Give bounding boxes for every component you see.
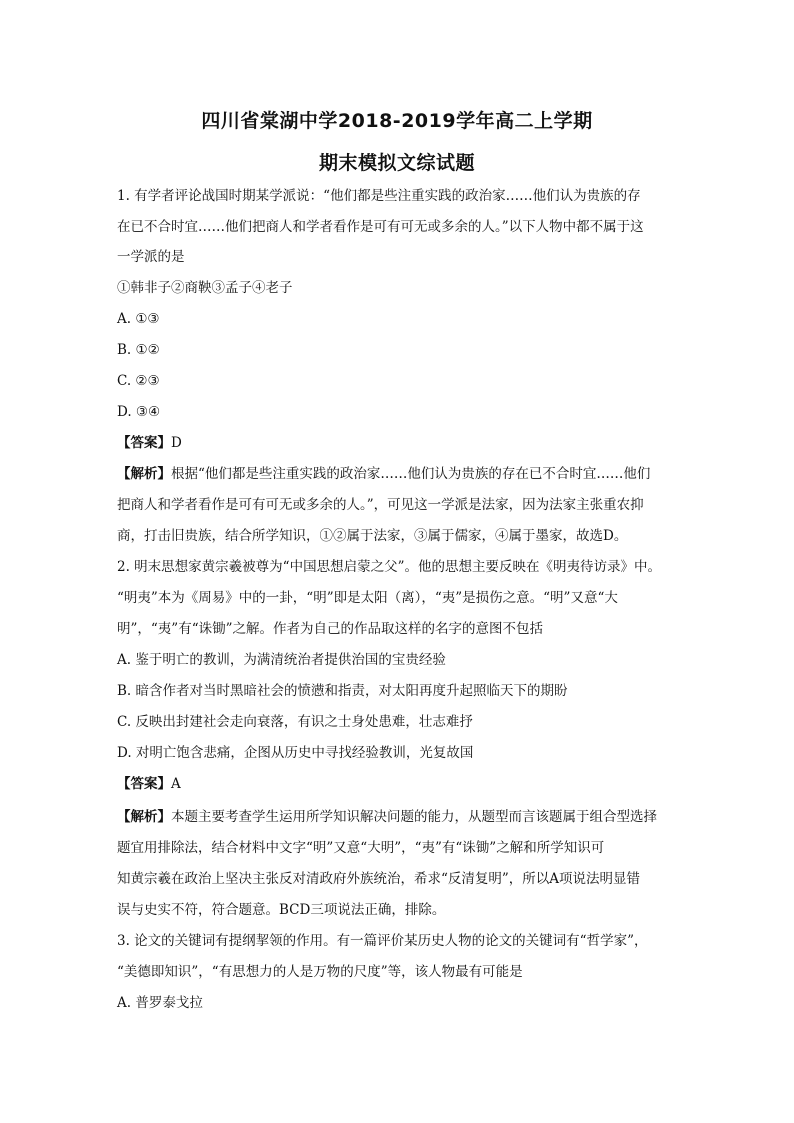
q1-analysis-line-3: 商，打击旧贵族，结合所学知识，①②属于法家，③属于儒家，④属于墨家，故选D。 [117,528,628,544]
q2-answer [117,775,687,793]
q2-analysis-line-3: 知黄宗羲在政治上坚决主张反对清政府外族统治，希求“反清复明”，所以A项说法明显错 [117,871,641,887]
answer-value: D [171,435,182,451]
q1-option-d: D. ③④ [117,404,161,420]
q2-option-b: B. 暗含作者对当时黑暗社会的愤懑和指责，对太阳再度升起照临天下的期盼 [117,683,568,699]
q2-stem-line-3: 明”，“夷”有“诛锄”之解。作者为自己的作品取这样的名字的意图不包括 [117,621,544,637]
q2-analysis-line-1 [117,808,687,826]
q3-stem-line-2: “美德即知识”，“有思想力的人是万物的尺度”等，该人物最有可能是 [117,964,523,980]
q2-option-c: C. 反映出封建社会走向衰落，有识之士身处患难，壮志难抒 [117,714,473,730]
analysis-label: 【解析】 [117,466,171,482]
q1-answer [117,434,687,452]
q2-analysis-line-2: 题宜用排除法，结合材料中文字“明”又意“大明”，“夷”有“诛锄”之解和所学知识可 [117,840,605,856]
q2-analysis-line-4: 误与史实不符，符合题意。BCD三项说法正确，排除。 [117,902,446,918]
document-subtitle: 期末模拟文综试题 [318,152,475,174]
q1-analysis-line-2: 把商人和学者看作是可有可无或多余的人。”，可见这一学派是法家，因为法家主张重农抑 [117,497,644,513]
q1-option-b: B. ①② [117,342,160,358]
q2-stem-line-2: “明夷”本为《周易》中的一卦，“明”即是太阳（离），“夷”是损伤之意。“明”又意“大 [117,590,618,606]
q1-option-c: C. ②③ [117,373,160,389]
q3-option-a: A. 普罗泰戈拉 [117,995,203,1011]
q1-items: ①韩非子②商鞅③孟子④老子 [117,280,293,296]
answer-label: 【答案】 [117,776,171,792]
q2-option-d: D. 对明亡饱含悲痛，企图从历史中寻找经验教训，光复故国 [117,745,474,761]
q2-stem-line-1: 2. 明末思想家黄宗羲被尊为“中国思想启蒙之父”。他的思想主要反映在《明夷待访录》中。 [117,559,661,575]
q3-stem-line-1: 3. 论文的关键词有提纲挈领的作用。有一篇评价某历史人物的论文的关键词有“哲学家”， [117,933,648,949]
q1-stem-line-3: 一学派的是 [117,249,185,265]
document-title: 四川省棠湖中学2018-2019学年高二上学期 [201,110,593,132]
analysis-text: 根据“他们都是些注重实践的政治家……他们认为贵族的存在已不合时宜……他们 [171,466,651,482]
q1-analysis-line-1 [117,465,687,483]
q2-option-a: A. 鉴于明亡的教训，为满清统治者提供治国的宝贵经验 [117,652,446,668]
q1-stem-line-2: 在已不合时宜……他们把商人和学者看作是可有可无或多余的人。”以下人物中都不属于这 [117,219,644,235]
analysis-label: 【解析】 [117,809,171,825]
analysis-text: 本题主要考查学生运用所学知识解决问题的能力，从题型而言该题属于组合型选择 [171,809,657,825]
q1-stem-line-1: 1. 有学者评论战国时期某学派说：“他们都是些注重实践的政治家……他们认为贵族的存 [117,188,641,204]
answer-value: A [171,776,181,792]
q1-option-a: A. ①③ [117,311,160,327]
answer-label: 【答案】 [117,435,171,451]
